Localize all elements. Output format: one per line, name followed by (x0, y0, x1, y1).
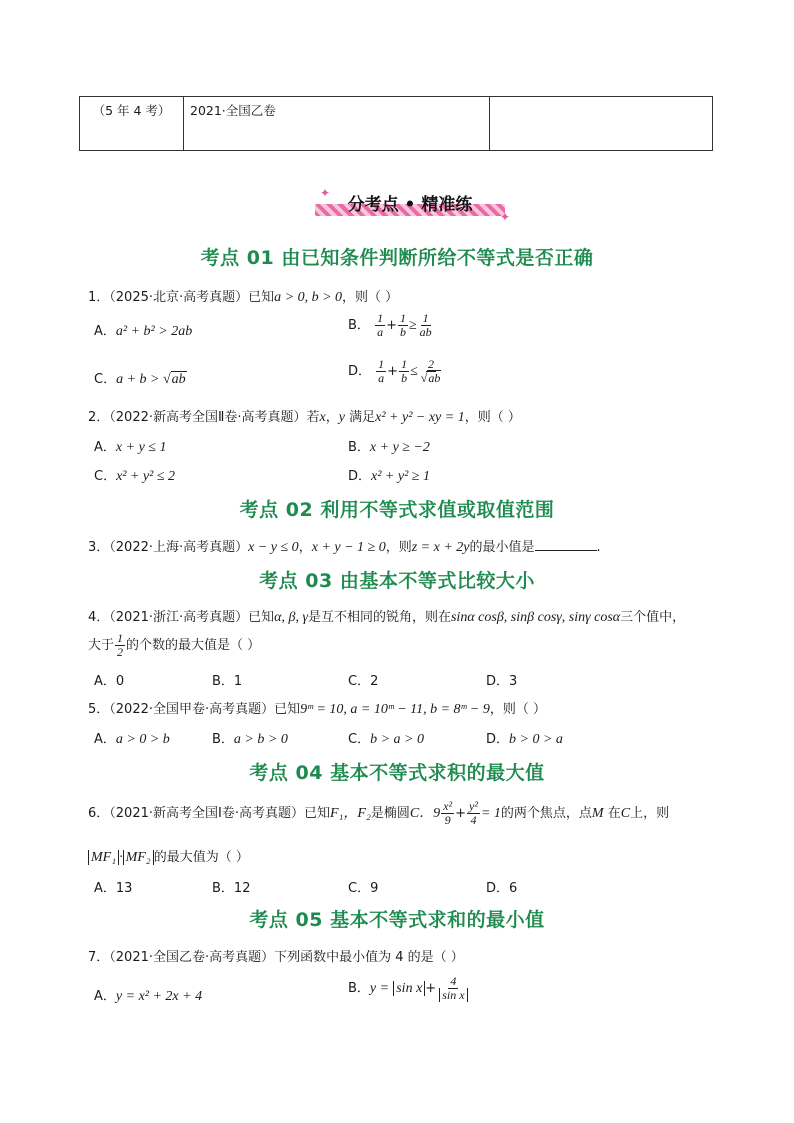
q1-option-b: B． $\frac{1}{a}$ + $\frac{1}{b}$ ≥ $\frac{1}{ab}$ (348, 311, 432, 340)
q1-option-c: C．a + b > √ab (94, 372, 186, 387)
q2-option-a: A．x + y ≤ 1 (94, 440, 167, 455)
q2-option-c: C．x² + y² ≤ 2 (94, 469, 176, 484)
section-title-04: 考点 04 基本不等式求积的最大值 (249, 762, 545, 784)
banner-title: 分考点 • 精准练 (347, 195, 473, 215)
question-5-stem: 5．（2022·全国甲卷·高考真题）已知9ᵐ = 10, a = 10ᵐ − 11, b = 8ᵐ − 9，则（ ） (88, 702, 546, 717)
sparkle-icon: ✦ (320, 186, 331, 200)
q1-option-a: A．a² + b² > 2ab (94, 324, 193, 339)
q4-option-c: C．2 (348, 674, 379, 689)
question-2-stem: 2．（2022·新高考全国Ⅱ卷·高考真题）若x，y 满足x² + y² − xy = 1，则（ ） (88, 410, 521, 425)
q5-option-a: A．a > 0 > b (94, 732, 170, 747)
section-banner (315, 190, 505, 224)
q1-option-d: D． $\frac{1}{a}$ + $\frac{1}{b}$ ≤ $\frac{2}{√ab}$ (348, 357, 441, 386)
q6-option-c: C．9 (348, 881, 379, 896)
q2-option-b: B．x + y ≥ −2 (348, 440, 430, 455)
table-cell-count: （5 年 4 考） (80, 97, 184, 150)
question-1-stem: 1．（2025·北京·高考真题）已知a > 0, b > 0，则（ ） (88, 290, 399, 305)
section-title-05: 考点 05 基本不等式求和的最小值 (249, 909, 545, 931)
section-title-02: 考点 02 利用不等式求值或取值范围 (239, 499, 555, 521)
q5-option-b: B．a > b > 0 (212, 732, 288, 747)
answer-blank[interactable] (535, 540, 597, 551)
q4-option-b: B．1 (212, 674, 243, 689)
q7-option-b: B．y = sin x + $\frac{4}{\text{sin x}}$ (348, 975, 471, 1002)
q4-option-d: D．3 (486, 674, 518, 689)
q2-option-d: D．x² + y² ≥ 1 (348, 469, 430, 484)
sparkle-icon: ✦ (500, 210, 511, 224)
question-7-stem: 7．（2021·全国乙卷·高考真题）下列函数中最小值为 4 的是（ ） (88, 950, 464, 965)
question-6-line2: MF₁ · MF₂ 的最大值为（ ） (88, 846, 249, 866)
q7-option-a: A．y = x² + 2x + 4 (94, 989, 203, 1004)
q5-option-d: D．b > 0 > a (486, 732, 563, 747)
q6-option-b: B．12 (212, 881, 251, 896)
q6-option-a: A．13 (94, 881, 133, 896)
table-cell-source: 2021·全国乙卷 (184, 97, 490, 150)
q6-option-d: D．6 (486, 881, 518, 896)
question-4-stem: 4．（2021·浙江·高考真题）已知α, β, γ是互不相同的锐角，则在sinα cosβ, sinβ cosγ, sinγ cosα三个值中， (88, 610, 686, 625)
q5-option-c: C．b > a > 0 (348, 732, 424, 747)
question-4-line2: 大于 $\frac{1}{2}$ 的个数的最大值是（ ） (88, 631, 261, 660)
top-table (79, 96, 713, 151)
question-6-stem: 6．（2021·新高考全国Ⅰ卷·高考真题）已知F₁，F₂是椭圆C．9 $\frac{\text{x²}}{9}$ + $\frac{\text{y²}}{4}$ = 1的两个焦点，点M 在C上，则 (88, 799, 670, 828)
section-title-01: 考点 01 由已知条件判断所给不等式是否正确 (200, 247, 594, 269)
table-cell-empty (490, 97, 712, 150)
question-3-stem: 3．（2022·上海·高考真题）x − y ≤ 0，x + y − 1 ≥ 0，则z = x + 2y的最小值是 . (88, 540, 601, 555)
q4-option-a: A．0 (94, 674, 125, 689)
section-title-03: 考点 03 由基本不等式比较大小 (259, 570, 535, 592)
